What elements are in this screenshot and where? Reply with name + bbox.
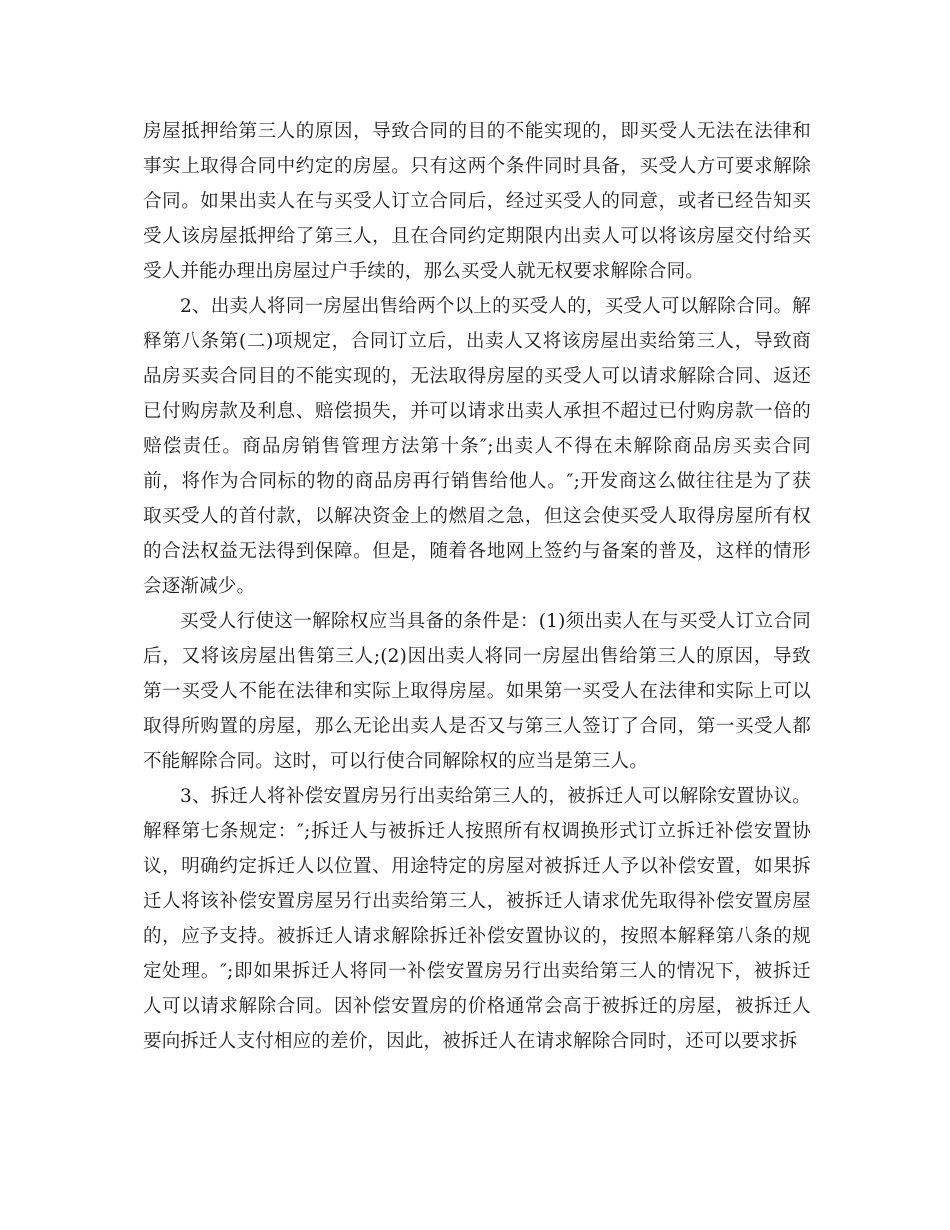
paragraph-mortgage-conclusion: 房屋抵押给第三人的原因，导致合同的目的不能实现的，即买受人无法在法律和事实上取得合同中约定的房屋。只有这两个条件同时具备，买受人方可要求解除合同。如果出卖人在与买受人订立合同后，经过买受人的同意，或者已经告知买受人该房屋抵押给了第三人，且在合同约定期限内出卖人可以将该房屋交付给买受人并能办理出房屋过户手续的，那么买受人就无权要求解除合同。 [143, 121, 811, 282]
paragraph-rescission-conditions: 买受人行使这一解除权应当具备的条件是：(1)须出卖人在与买受人订立合同后，又将该房屋出售第三人;(2)因出卖人将同一房屋出售给第三人的原因，导致第一买受人不能在法律和实际上取得房屋。如果第一买受人在法律和实际上可以取得所购置的房屋，那么无论出卖人是否又与第三人签订了合同，第一买受人都不能解除合同。这时，可以行使合同解除权的应当是第三人。 [143, 611, 811, 772]
paragraph-relocation-housing: 3、拆迁人将补偿安置房另行出卖给第三人的，被拆迁人可以解除安置协议。解释第七条规定：″;拆迁人与被拆迁人按照所有权调换形式订立拆迁补偿安置协议，明确约定拆迁人以位置、用途特定的房屋对被拆迁人予以补偿安置，如果拆迁人将该补偿安置房屋另行出卖给第三人，被拆迁人请求优先取得补偿安置房屋的，应予支持。被拆迁人请求解除拆迁补偿安置协议的，按照本解释第八条的规定处理。″;即如果拆迁人将同一补偿安置房另行出卖给第三人的情况下，被拆迁人可以请求解除合同。因补偿安置房的价格通常会高于被拆迁的房屋，被拆迁人要向拆迁人支付相应的差价，因此，被拆迁人在请求解除合同时，还可以要求拆 [143, 786, 811, 1052]
paragraph-resale-to-multiple-buyers: 2、出卖人将同一房屋出售给两个以上的买受人的，买受人可以解除合同。解释第八条第(二)项规定，合同订立后，出卖人又将该房屋出卖给第三人，导致商品房买卖合同目的不能实现的，无法取得房屋的买受人可以请求解除合同、返还已付购房款及利息、赔偿损失，并可以请求出卖人承担不超过已付购房款一倍的赔偿责任。商品房销售管理方法第十条″;出卖人不得在未解除商品房买卖合同前，将作为合同标的物的商品房再行销售给他人。″;开发商这么做往往是为了获取买受人的首付款，以解决资金上的燃眉之急，但这会使买受人取得房屋所有权的合法权益无法得到保障。但是，随着各地网上签约与备案的普及，这样的情形会逐渐减少。 [143, 296, 811, 597]
document-body [143, 114, 811, 1059]
